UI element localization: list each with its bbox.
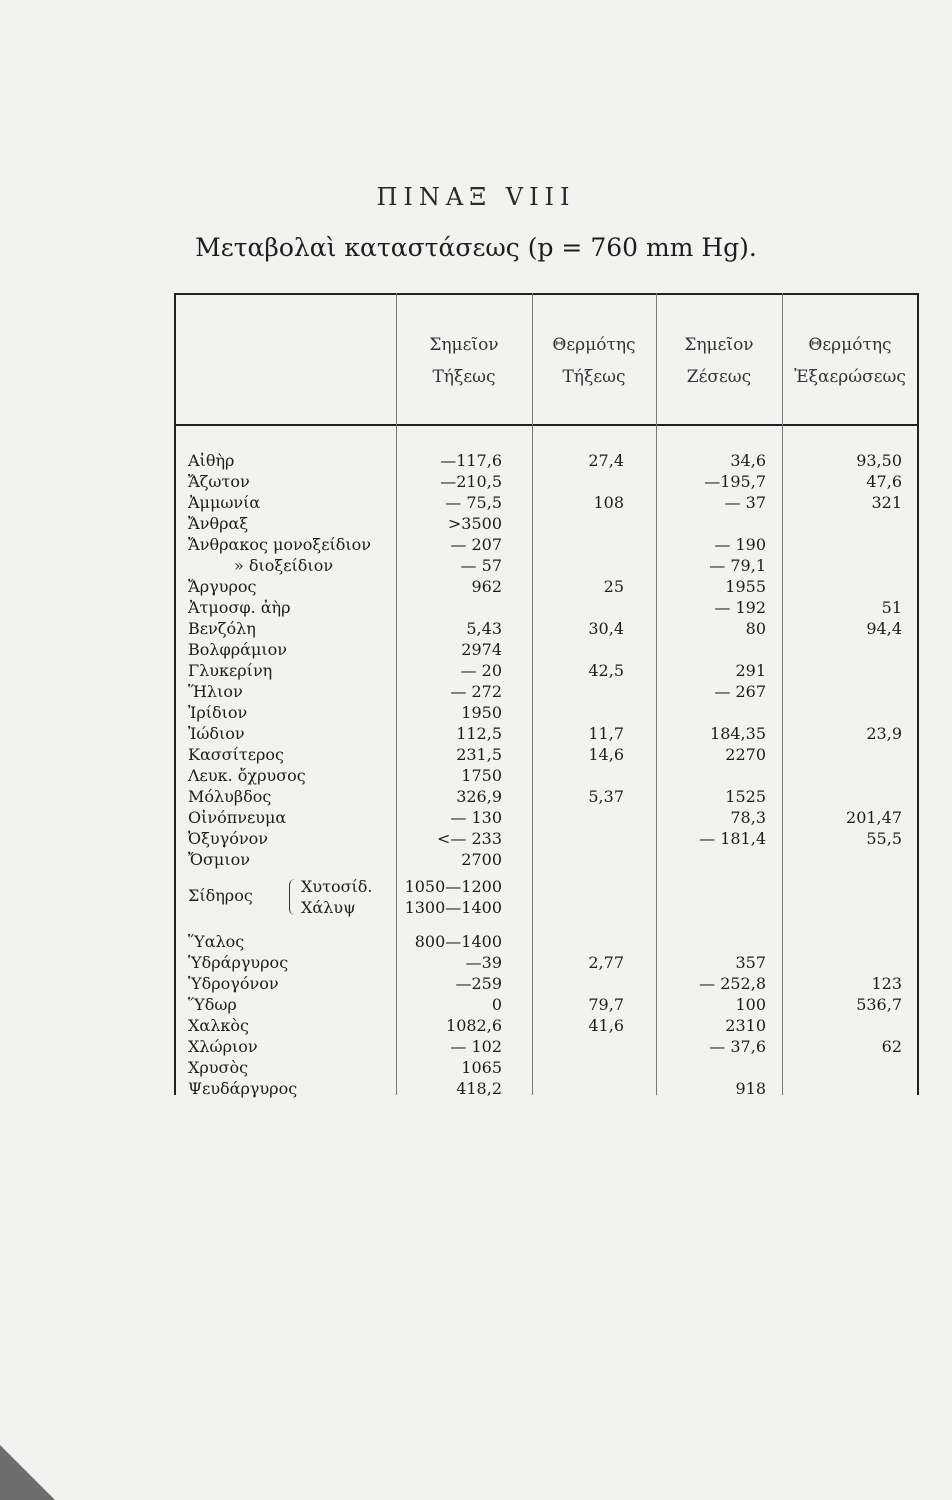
melt-point: 418,2 — [456, 1079, 502, 1098]
table-row — [174, 618, 919, 639]
boil-point: 918 — [735, 1079, 766, 1098]
melt-heat: 108 — [593, 493, 624, 512]
header-heat-of-vaporization: Θερμότης Ἐξαερώσεως — [794, 335, 906, 387]
melt-point: >3500 — [447, 514, 502, 533]
melt-point: — 272 — [450, 682, 502, 701]
substance-name: Ἥλιον — [188, 682, 243, 701]
substance-name: Χρυσὸς — [188, 1058, 249, 1077]
substance-name: Ἄνθραξ — [188, 514, 249, 533]
melt-point: 5,43 — [466, 619, 502, 638]
substance-name: Χαλκὸς — [188, 1016, 249, 1035]
substance-name: Ὑδρογόνον — [188, 974, 279, 993]
melt-point: 1050—1200 — [404, 877, 502, 896]
melt-point: 0 — [491, 995, 502, 1014]
vap-heat: 51 — [881, 598, 902, 617]
page-subtitle: Μεταβολαὶ καταστάσεως (p = 760 mm Hg). — [195, 233, 757, 262]
boil-point: 291 — [735, 661, 766, 680]
table-row — [174, 555, 919, 576]
phase-change-table — [174, 293, 919, 1098]
table-row — [174, 973, 919, 994]
vap-heat: 62 — [881, 1037, 902, 1056]
melt-point: 2700 — [461, 850, 502, 869]
melt-heat: 2,77 — [588, 953, 624, 972]
sub-name: Χυτοσίδ. — [301, 877, 373, 896]
boil-point: —195,7 — [704, 472, 766, 491]
melt-point: 1950 — [461, 703, 502, 722]
table-top-rule — [174, 293, 919, 295]
sub-name: Χάλυψ — [301, 898, 356, 917]
substance-name: Αἰθὴρ — [188, 451, 235, 470]
melt-point: 1065 — [461, 1058, 502, 1077]
table-row — [174, 1036, 919, 1057]
table-row — [174, 1078, 919, 1099]
table-row — [174, 952, 919, 973]
substance-name: Ψευδάργυρος — [188, 1079, 298, 1098]
substance-name: Ὄσμιον — [188, 850, 250, 869]
melt-heat: 79,7 — [588, 995, 624, 1014]
table-row — [174, 1057, 919, 1078]
boil-point: — 190 — [714, 535, 766, 554]
page-title: ΠΙΝΑΞ VIII — [376, 183, 576, 211]
melt-point: <— 233 — [436, 829, 502, 848]
boil-point: 34,6 — [730, 451, 766, 470]
substance-name: Βενζόλη — [188, 619, 256, 638]
melt-point: — 75,5 — [445, 493, 502, 512]
boil-point: — 37 — [724, 493, 766, 512]
table-row — [174, 597, 919, 618]
boil-point: 100 — [735, 995, 766, 1014]
table-row — [174, 828, 919, 849]
melt-heat: 11,7 — [588, 724, 624, 743]
substance-name: Ἄζωτον — [188, 472, 250, 491]
substance-name: Βολφράμιον — [188, 640, 287, 659]
boil-point: 80 — [745, 619, 766, 638]
table-row — [174, 534, 919, 555]
boil-point: 184,35 — [710, 724, 766, 743]
boil-point: 357 — [735, 953, 766, 972]
melt-heat: 27,4 — [588, 451, 624, 470]
table-row — [174, 450, 919, 471]
table-row — [174, 876, 919, 897]
boil-point: — 181,4 — [699, 829, 766, 848]
page-corner-fold — [0, 1445, 55, 1500]
boil-point: — 267 — [714, 682, 766, 701]
substance-name: Λευκ. ὄχρυσος — [188, 766, 306, 785]
table-row — [174, 786, 919, 807]
vap-heat: 123 — [871, 974, 902, 993]
vap-heat: 536,7 — [856, 995, 902, 1014]
boil-point: 2270 — [725, 745, 766, 764]
table-row — [174, 723, 919, 744]
header-melting-point: Σημεῖον Τήξεως — [429, 335, 499, 387]
table-row — [174, 897, 919, 918]
melt-heat: 14,6 — [588, 745, 624, 764]
table-row — [174, 576, 919, 597]
melt-point: — 207 — [450, 535, 502, 554]
table-row — [174, 513, 919, 534]
vap-heat: 321 — [871, 493, 902, 512]
melt-point: —39 — [465, 953, 502, 972]
boil-point: 78,3 — [730, 808, 766, 827]
substance-name: Γλυκερίνη — [188, 661, 273, 680]
sideros-group — [174, 876, 919, 920]
table-row — [174, 807, 919, 828]
melt-point: 112,5 — [456, 724, 502, 743]
melt-point: —117,6 — [440, 451, 502, 470]
melt-heat: 30,4 — [588, 619, 624, 638]
substance-name: Μόλυβδος — [188, 787, 272, 806]
vap-heat: 93,50 — [856, 451, 902, 470]
boil-point: 2310 — [725, 1016, 766, 1035]
melt-point: 1750 — [461, 766, 502, 785]
boil-point: — 192 — [714, 598, 766, 617]
melt-heat: 42,5 — [588, 661, 624, 680]
sideros-name: Σίδηρος — [188, 886, 253, 905]
substance-name: Οἰνόπνευμα — [188, 808, 287, 827]
melt-heat: 25 — [603, 577, 624, 596]
melt-point: 1300—1400 — [404, 898, 502, 917]
table-row — [174, 931, 919, 952]
vap-heat: 47,6 — [866, 472, 902, 491]
table-row — [174, 744, 919, 765]
melt-point: 1082,6 — [446, 1016, 502, 1035]
vap-heat: 23,9 — [866, 724, 902, 743]
table-row — [174, 681, 919, 702]
table-row — [174, 994, 919, 1015]
substance-name: Ἄργυρος — [188, 577, 257, 596]
melt-point: —259 — [455, 974, 502, 993]
header-heat-of-fusion: Θερμότης Τήξεως — [552, 335, 636, 387]
melt-point: 231,5 — [456, 745, 502, 764]
table-row — [174, 702, 919, 723]
table-header-rule — [174, 424, 919, 426]
melt-point: —210,5 — [440, 472, 502, 491]
substance-name: Ὕδωρ — [188, 995, 237, 1014]
substance-name: Ὑδράργυρος — [188, 953, 289, 972]
substance-name: Ὕαλος — [188, 932, 245, 951]
vap-heat: 94,4 — [866, 619, 902, 638]
melt-point: 2974 — [461, 640, 502, 659]
melt-point: 326,9 — [456, 787, 502, 806]
substance-name: » διοξείδιον — [234, 556, 334, 575]
substance-name: Ἰώδιον — [188, 724, 245, 743]
vap-heat: 55,5 — [866, 829, 902, 848]
table-row — [174, 1015, 919, 1036]
substance-name: Ἄνθρακος μονοξείδιον — [188, 535, 372, 554]
boil-point: — 37,6 — [709, 1037, 766, 1056]
vap-heat: 201,47 — [846, 808, 902, 827]
boil-point: — 79,1 — [709, 556, 766, 575]
boil-point: — 252,8 — [699, 974, 766, 993]
substance-name: Ὀξυγόνον — [188, 829, 268, 848]
melt-point: — 20 — [460, 661, 502, 680]
table-row — [174, 660, 919, 681]
melt-heat: 5,37 — [588, 787, 624, 806]
melt-point: — 130 — [450, 808, 502, 827]
substance-name: Κασσίτερος — [188, 745, 285, 764]
substance-name: Ἀτμοσφ. ἀὴρ — [188, 598, 291, 617]
substance-name: Ἰρίδιον — [188, 703, 248, 722]
substance-name: Ἀμμωνία — [188, 493, 261, 512]
substance-name: Χλώριον — [188, 1037, 258, 1056]
boil-point: 1525 — [725, 787, 766, 806]
melt-point: — 57 — [460, 556, 502, 575]
table-row — [174, 765, 919, 786]
table-row — [174, 492, 919, 513]
boil-point: 1955 — [725, 577, 766, 596]
melt-heat: 41,6 — [588, 1016, 624, 1035]
table-row — [174, 639, 919, 660]
melt-point: — 102 — [450, 1037, 502, 1056]
melt-point: 962 — [471, 577, 502, 596]
header-boiling-point: Σημεῖον Ζέσεως — [684, 335, 754, 387]
melt-point: 800—1400 — [414, 932, 502, 951]
table-row — [174, 849, 919, 870]
table-row — [174, 471, 919, 492]
